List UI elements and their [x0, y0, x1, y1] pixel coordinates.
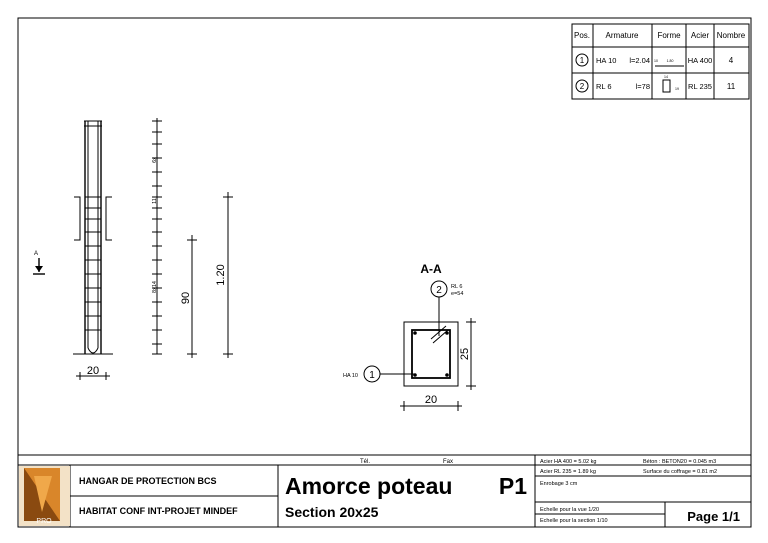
section-mark2: 2: [436, 285, 442, 296]
section-dim-height: 25: [459, 347, 471, 361]
section-mark2-label-a: RL 6: [451, 284, 463, 290]
title-block: [18, 455, 751, 527]
shape-stirrup-icon: [663, 80, 670, 92]
table-row1-forme-a: 10: [654, 59, 658, 63]
table-row2-forme-a: 14: [664, 75, 668, 79]
sheet-frame: [18, 18, 751, 527]
software-logo: [19, 466, 70, 526]
coffrage: Surface du coffrage = 0.81 m2: [643, 469, 718, 475]
rebar-table: [572, 24, 749, 99]
section-title: A-A: [420, 262, 442, 276]
section-dim-width: 20: [424, 394, 438, 406]
elevation-spacing-bottom: 8x14: [152, 281, 158, 293]
section-arrow-icon: [35, 266, 43, 272]
table-header-pos: Pos.: [573, 31, 591, 40]
acier-ha: Acier HA 400 = 5.02 kg: [540, 459, 597, 465]
section-mark2-label-b: e=54: [451, 291, 464, 297]
page-number: Page 1/1: [687, 509, 740, 524]
elevation-spacing-top: 6x: [152, 157, 158, 163]
section-view: [343, 262, 476, 411]
elevation-dim-width: 20: [86, 365, 100, 377]
table-row2-forme-b: 19: [675, 87, 679, 91]
acier-rl: Acier RL 235 = 1.89 kg: [540, 469, 596, 475]
rebar-dot: [445, 331, 449, 335]
table-row1-acier: HA 400: [687, 56, 713, 65]
table-row2-acier: RL 235: [688, 82, 712, 91]
elevation-view: [33, 118, 233, 380]
project-line1: HANGAR DE PROTECTION BCS: [79, 476, 217, 486]
enrobage: Enrobage 3 cm: [540, 481, 578, 487]
elevation-spacing-mid: 11: [152, 198, 158, 204]
section-mark1-label: HA 10: [343, 373, 358, 379]
elevation-dim-90: 90: [180, 291, 192, 305]
elevation-dim-120: 1.20: [215, 264, 227, 286]
table-header-acier: Acier: [690, 31, 710, 40]
echelle-vue: Echelle pour la vue 1/20: [540, 507, 600, 513]
table-header-armature: Armature: [605, 31, 639, 40]
main-code: P1: [498, 473, 527, 499]
tel-label: Tél.: [360, 459, 371, 465]
table-row1-forme-b: 1.80: [666, 59, 674, 63]
project-line2: HABITAT CONF INT-PROJET MINDEF: [79, 506, 238, 516]
table-row2-length: l=78: [635, 82, 650, 91]
fax-label: Fax: [443, 459, 454, 465]
table-row1-armature: HA 10: [596, 56, 617, 65]
beton: Béton : BETON20 = 0.045 m3: [643, 459, 717, 465]
rebar-dot: [445, 373, 449, 377]
table-header-nombre: Nombre: [716, 31, 746, 40]
main-title: Amorce poteau: [285, 473, 453, 499]
table-row1-pos: 1: [579, 56, 585, 65]
table-row1-length: l=2.04: [629, 56, 650, 65]
logo-text: PRO: [36, 518, 52, 525]
sub-title: Section 20x25: [285, 504, 379, 520]
echelle-section: Echelle pour la section 1/10: [540, 518, 608, 524]
section-mark1: 1: [369, 370, 375, 381]
rebar-dot: [413, 331, 417, 335]
section-mark-a: A: [34, 251, 39, 257]
table-header-forme: Forme: [657, 31, 681, 40]
table-row2-pos: 2: [579, 82, 585, 91]
table-row2-nombre: 11: [726, 82, 736, 91]
section-stirrup: [412, 330, 450, 378]
table-row2-armature: RL 6: [596, 82, 612, 91]
table-row1-nombre: 4: [728, 56, 734, 65]
